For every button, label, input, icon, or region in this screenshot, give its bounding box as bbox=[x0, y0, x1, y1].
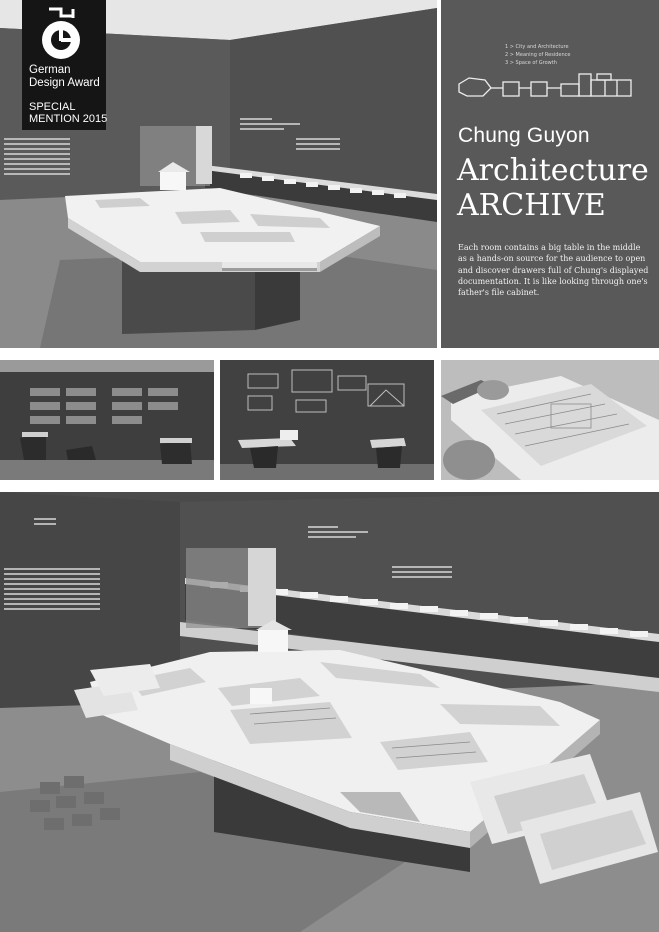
award-name-line2: Design Award bbox=[29, 77, 100, 89]
room-item: 2 > Meaning of Residence bbox=[505, 52, 571, 58]
gallery-photo-drawer-detail bbox=[441, 360, 659, 480]
gallery-photo-wall-display-2 bbox=[220, 360, 434, 480]
award-special-line1: SPECIAL bbox=[29, 101, 76, 113]
wall-text-block bbox=[296, 138, 340, 153]
floor-plan-icon bbox=[457, 70, 637, 108]
wall-text-block bbox=[4, 568, 100, 613]
room-item: 1 > City and Architecture bbox=[505, 44, 569, 50]
architect-name: Chung Guyon bbox=[458, 124, 590, 147]
exhibition-title-line1: Architecture bbox=[457, 153, 649, 188]
award-logo-icon bbox=[37, 6, 85, 62]
award-name-line1: German bbox=[29, 64, 71, 76]
exhibition-photo-table-closeup bbox=[0, 492, 659, 932]
wall-text-block bbox=[392, 566, 452, 581]
wall-text-block bbox=[240, 118, 300, 133]
exhibition-info-panel bbox=[441, 0, 659, 348]
german-design-award-badge bbox=[22, 0, 106, 130]
gallery-photo-wall-display-1 bbox=[0, 360, 214, 480]
exhibition-title-line2: ARCHIVE bbox=[457, 188, 606, 223]
room-item: 3 > Space of Growth bbox=[505, 60, 557, 66]
rooms-list bbox=[505, 43, 570, 67]
award-special-line2: MENTION 2015 bbox=[29, 113, 108, 125]
wall-text-block bbox=[308, 526, 368, 541]
wall-text-block bbox=[4, 138, 70, 178]
exhibition-description: Each room contains a big table in the middle as a hands-on source for the audience to open and discover drawers full of Chung's displayed documentation. It is like looking through one's father's file cabinet. bbox=[458, 243, 649, 298]
wall-text-block bbox=[34, 518, 56, 528]
